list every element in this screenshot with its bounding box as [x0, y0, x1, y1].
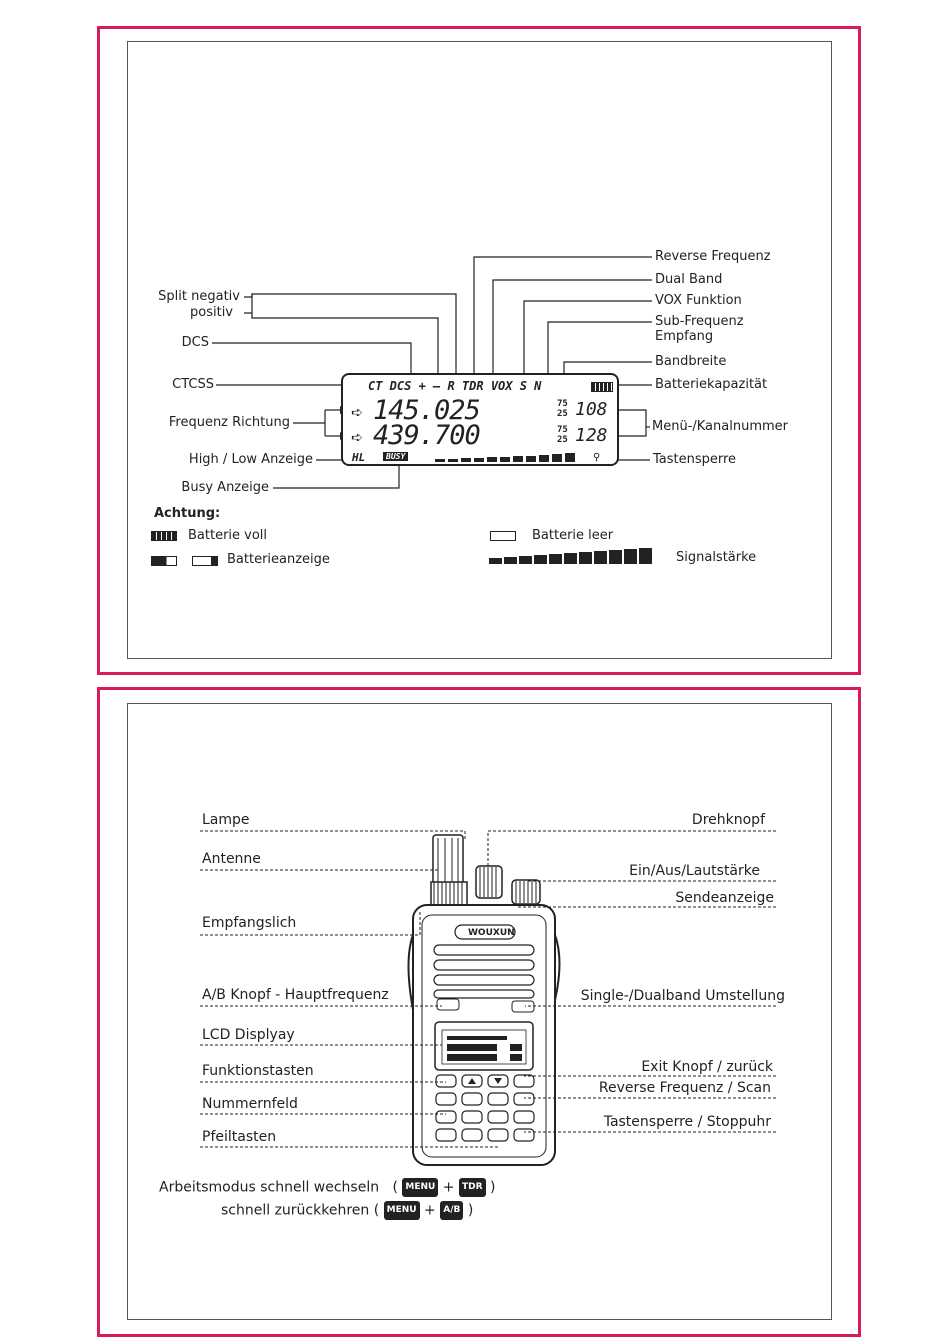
frequency-arrow-icon: ➪: [351, 405, 363, 421]
lcd-busy: BUSY: [383, 452, 408, 461]
label-positiv: positiv: [190, 305, 233, 320]
ab-key-icon: A/B: [440, 1201, 463, 1220]
label-busy-anzeige: Busy Anzeige: [181, 480, 269, 495]
lcd-channel-1: 108: [575, 399, 608, 420]
menu-key-icon: MENU: [384, 1201, 420, 1220]
lcd-step-bottom-1: 25: [557, 409, 568, 419]
label-signalstaerke: Signalstärke: [676, 550, 757, 565]
label-menue-kanalnummer: Menü-/Kanalnummer: [652, 419, 788, 434]
label-pfeiltasten: Pfeiltasten: [202, 1129, 277, 1145]
label-batterieanzeige: Batterieanzeige: [227, 552, 330, 567]
label-dcs: DCS: [181, 335, 209, 350]
note-zurueckkehren-text: schnell zurückkehren: [221, 1202, 370, 1219]
achtung-heading: Achtung:: [154, 506, 221, 521]
label-dual-band: Dual Band: [655, 272, 723, 287]
label-ctcss: CTCSS: [172, 377, 214, 392]
label-lcd-display: LCD Displyay: [202, 1027, 295, 1043]
label-ein-aus-lautstaerke: Ein/Aus/Lautstärke: [629, 863, 760, 879]
tdr-key-icon: TDR: [459, 1178, 486, 1197]
label-nummernfeld: Nummernfeld: [202, 1096, 298, 1112]
label-tastensperre-stoppuhr: Tastensperre / Stoppuhr: [603, 1114, 771, 1130]
radio-brand-logo: WOUXUN: [468, 928, 515, 938]
label-sub-frequenz: Sub-Frequenz: [655, 314, 744, 329]
label-batteriekapazitaet: Batteriekapazität: [655, 377, 768, 392]
label-lampe: Lampe: [202, 812, 250, 828]
frequency-arrow-icon: ➪: [351, 430, 363, 446]
lcd-step-top-2: 75: [557, 425, 568, 435]
label-antenne: Antenne: [202, 851, 261, 867]
label-reverse-scan: Reverse Frequenz / Scan: [598, 1080, 771, 1096]
lcd-channel-2: 128: [575, 425, 608, 446]
label-drehknopf: Drehknopf: [691, 812, 765, 828]
label-batterie-leer: Batterie leer: [532, 528, 614, 543]
label-reverse-frequenz: Reverse Frequenz: [655, 249, 771, 264]
label-tastensperre: Tastensperre: [653, 452, 737, 467]
label-empfang: Empfang: [655, 329, 714, 344]
note-zurueckkehren: schnell zurückkehren ( MENU + A/B ): [221, 1202, 474, 1219]
key-lock-icon: ⚲: [593, 452, 601, 463]
label-frequenz-richtung: Frequenz Richtung: [168, 415, 290, 430]
label-batterie-voll: Batterie voll: [188, 528, 268, 543]
label-split-negativ: Split negativ: [158, 289, 240, 304]
lcd-hl: HL: [352, 451, 366, 464]
menu-key-icon: MENU: [402, 1178, 438, 1197]
lcd-status-row: CT DCS + — R TDR VOX S N: [368, 379, 542, 393]
label-sendeanzeige: Sendeanzeige: [675, 890, 774, 906]
label-empfangslich: Empfangslich: [202, 915, 297, 931]
note-arbeitsmodus: Arbeitsmodus schnell wechseln ( MENU + TDR ): [159, 1179, 496, 1196]
lcd-frequency-2: 439.700: [373, 420, 480, 451]
label-exit-knopf: Exit Knopf / zurück: [641, 1059, 773, 1075]
label-single-dualband: Single-/Dualband Umstellung: [580, 988, 785, 1004]
lcd-step-top-1: 75: [557, 399, 568, 409]
label-funktionstasten: Funktionstasten: [202, 1063, 314, 1079]
label-high-low: High / Low Anzeige: [188, 452, 313, 467]
label-bandbreite: Bandbreite: [655, 354, 727, 369]
label-ab-knopf: A/B Knopf - Hauptfrequenz: [202, 987, 389, 1003]
note-arbeitsmodus-text: Arbeitsmodus schnell wechseln: [159, 1179, 380, 1196]
lcd-frequency-1: 145.025: [373, 395, 480, 426]
label-vox-funktion: VOX Funktion: [655, 293, 742, 308]
lcd-step-bottom-2: 25: [557, 435, 568, 445]
